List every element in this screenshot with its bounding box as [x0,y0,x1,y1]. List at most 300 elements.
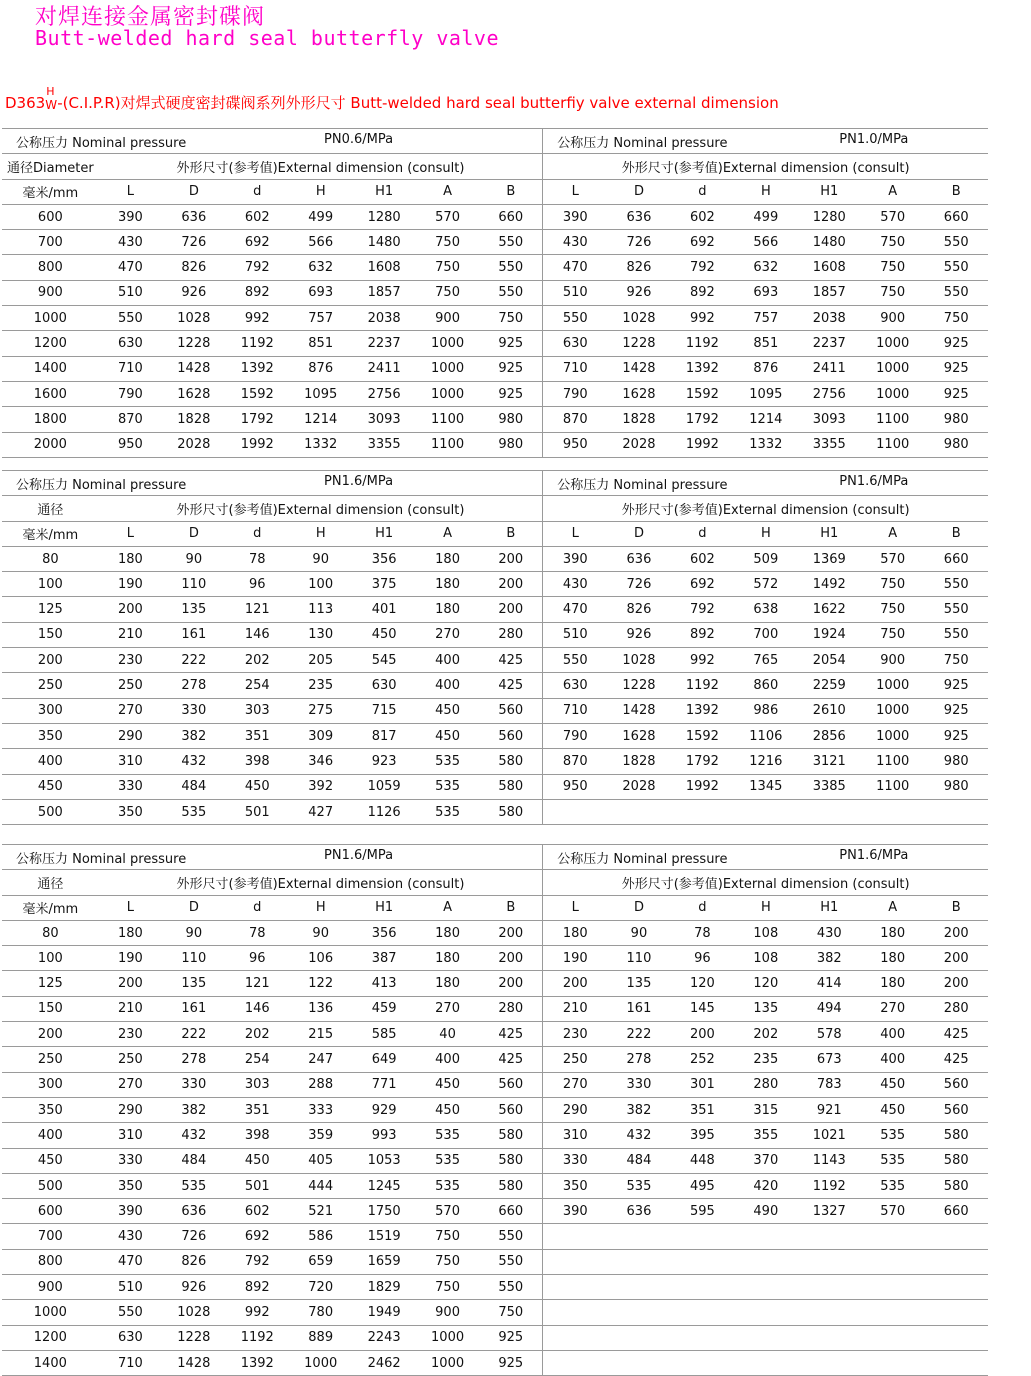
right-dimension-cell: 425 [924,1022,988,1047]
column-header-a: A [416,179,479,204]
right-dimension-cell: 925 [924,356,988,381]
column-header-h1: H1 [352,895,415,920]
right-dimension-cell: 792 [671,255,734,280]
left-dimension-cell: 90 [162,546,225,571]
right-dimension-cell: 200 [671,1022,734,1047]
right-dimension-cell [543,1300,607,1325]
nominal-diameter-cell: 450 [2,774,99,799]
right-dimension-cell: 200 [543,971,607,996]
left-dimension-cell: 425 [479,673,543,698]
left-dimension-cell: 180 [99,920,162,945]
left-dimension-cell: 350 [99,1173,162,1198]
left-dimension-cell: 926 [162,1275,225,1300]
right-dimension-cell: 1828 [607,749,670,774]
model-superscript: H [46,85,55,98]
right-dimension-cell: 190 [543,946,607,971]
unit-label: 毫米/mm [2,179,99,204]
left-dimension-cell: 659 [289,1249,352,1274]
left-dimension-cell: 1428 [162,356,225,381]
left-dimension-cell: 925 [479,1325,543,1350]
right-dimension-cell [543,799,607,824]
left-dimension-cell: 470 [99,1249,162,1274]
column-header-d: D [162,179,225,204]
left-dimension-cell: 280 [479,622,543,647]
left-dimension-cell: 660 [479,204,543,229]
left-dimension-cell: 190 [99,572,162,597]
left-dimension-cell: 1192 [226,1325,289,1350]
right-dimension-cell: 432 [607,1123,670,1148]
right-dimension-cell: 420 [734,1173,797,1198]
left-dimension-cell: 382 [162,723,225,748]
left-dimension-cell: 180 [99,546,162,571]
nominal-diameter-cell: 700 [2,1224,99,1249]
right-dimension-cell: 980 [924,749,988,774]
left-dimension-cell: 135 [162,597,225,622]
pressure-rating: PN1.6/MPa [324,848,394,863]
right-dimension-cell [924,1249,988,1274]
left-dimension-cell: 333 [289,1097,352,1122]
right-dimension-cell: 120 [734,971,797,996]
left-dimension-cell: 1949 [352,1300,415,1325]
left-dimension-cell: 992 [226,306,289,331]
right-dimension-cell: 230 [543,1022,607,1047]
right-dimension-cell: 992 [671,648,734,673]
left-dimension-cell: 110 [162,946,225,971]
right-dimension-cell [671,799,734,824]
right-dimension-cell: 1214 [734,407,797,432]
right-dimension-cell: 710 [543,356,607,381]
nominal-diameter-cell: 100 [2,572,99,597]
table-row [2,306,988,331]
table-row [2,204,988,229]
table-row [2,1072,988,1097]
nominal-diameter-cell: 800 [2,1249,99,1274]
left-dimension-cell: 200 [99,971,162,996]
column-header-d: D [162,895,225,920]
left-dimension-cell: 459 [352,996,415,1021]
right-dimension-cell [924,1300,988,1325]
left-dimension-cell: 580 [479,1148,543,1173]
left-dimension-cell: 560 [479,1072,543,1097]
left-dimension-cell: 636 [162,1199,225,1224]
left-dimension-cell: 889 [289,1325,352,1350]
left-dimension-cell: 1000 [416,356,479,381]
left-dimension-cell: 202 [226,648,289,673]
left-dimension-cell: 2237 [352,331,415,356]
left-dimension-cell: 222 [162,648,225,673]
left-dimension-cell: 359 [289,1123,352,1148]
nominal-diameter-cell: 150 [2,622,99,647]
pressure-rating: PN1.0/MPa [839,132,909,147]
left-dimension-cell: 560 [479,698,543,723]
left-dimension-cell: 1000 [416,381,479,406]
left-dimension-cell: 560 [479,1097,543,1122]
right-dimension-cell: 900 [861,648,924,673]
left-dimension-cell: 876 [289,356,352,381]
right-dimension-cell: 726 [607,230,670,255]
left-dimension-cell: 444 [289,1173,352,1198]
left-dimension-cell: 710 [99,1350,162,1375]
left-dimension-cell: 100 [289,572,352,597]
right-dimension-cell: 2054 [798,648,861,673]
nominal-pressure-label: 公称压力 Nominal pressure [557,851,728,867]
right-dimension-cell [861,1249,924,1274]
right-dimension-cell: 560 [924,1097,988,1122]
table-row [2,1097,988,1122]
right-dimension-cell: 370 [734,1148,797,1173]
right-dimension-cell: 222 [607,1022,670,1047]
right-dimension-cell: 660 [924,546,988,571]
nominal-diameter-cell: 600 [2,204,99,229]
left-dimension-cell: 550 [99,1300,162,1325]
right-dimension-cell: 382 [798,946,861,971]
left-dimension-cell: 580 [479,774,543,799]
left-dimension-cell: 278 [162,1047,225,1072]
right-dimension-cell: 602 [671,204,734,229]
right-dimension-cell: 570 [861,546,924,571]
column-header-h: H [734,179,797,204]
right-dimension-cell: 200 [924,946,988,971]
nominal-diameter-cell: 300 [2,698,99,723]
left-dimension-cell: 826 [162,255,225,280]
right-dimension-cell [543,1249,607,1274]
left-dimension-cell: 535 [416,1173,479,1198]
right-dimension-cell [543,1275,607,1300]
right-dimension-cell: 494 [798,996,861,1021]
right-dimension-cell: 693 [734,280,797,305]
nominal-diameter-cell: 150 [2,996,99,1021]
column-header-b: B [479,179,543,204]
left-dimension-cell: 1519 [352,1224,415,1249]
left-dimension-cell: 2243 [352,1325,415,1350]
left-dimension-cell: 1053 [352,1148,415,1173]
right-dimension-cell: 750 [861,597,924,622]
right-dimension-cell: 921 [798,1097,861,1122]
right-dimension-cell: 2028 [607,774,670,799]
right-dimension-cell: 950 [543,774,607,799]
right-dimension-cell: 1828 [607,407,670,432]
right-dimension-cell: 870 [543,749,607,774]
left-dimension-cell: 2038 [352,306,415,331]
right-dimension-cell: 1100 [861,407,924,432]
right-dimension-cell: 1192 [671,331,734,356]
nominal-diameter-cell: 900 [2,1275,99,1300]
left-dimension-cell: 580 [479,1123,543,1148]
right-dimension-cell: 350 [543,1173,607,1198]
left-dimension-cell: 693 [289,280,352,305]
left-dimension-cell: 1659 [352,1249,415,1274]
right-dimension-cell: 1000 [861,723,924,748]
left-dimension-cell: 400 [416,1047,479,1072]
right-dimension-cell: 200 [924,920,988,945]
right-dimension-cell [861,1224,924,1249]
left-dimension-cell: 1245 [352,1173,415,1198]
table-row [2,1148,988,1173]
nominal-pressure-label: 公称压力 Nominal pressure [16,477,187,493]
left-dimension-cell: 792 [226,255,289,280]
left-dimension-cell: 180 [416,971,479,996]
right-dimension-cell: 252 [671,1047,734,1072]
nominal-diameter-cell: 1200 [2,331,99,356]
external-dimension-label: 外形尺寸(参考值)External dimension (consult) [99,154,543,179]
right-dimension-cell: 1028 [607,648,670,673]
column-header-d: d [671,521,734,546]
left-dimension-cell: 826 [162,1249,225,1274]
right-dimension-cell: 414 [798,971,861,996]
left-dimension-cell: 450 [416,1097,479,1122]
right-dimension-cell: 750 [861,572,924,597]
left-dimension-cell: 550 [479,230,543,255]
external-dimension-label: 外形尺寸(参考值)External dimension (consult) [543,870,988,895]
left-dimension-cell: 190 [99,946,162,971]
right-dimension-cell: 400 [861,1022,924,1047]
left-dimension-cell: 715 [352,698,415,723]
left-dimension-cell: 851 [289,331,352,356]
left-dimension-cell: 1992 [226,432,289,457]
right-dimension-cell: 632 [734,255,797,280]
dimension-header-row [2,154,988,179]
right-dimension-cell: 499 [734,204,797,229]
right-dimension-cell: 925 [924,381,988,406]
right-dimension-cell: 145 [671,996,734,1021]
right-dimension-cell: 860 [734,673,797,698]
left-dimension-cell: 432 [162,1123,225,1148]
right-dimension-cell: 135 [734,996,797,1021]
left-dimension-cell: 202 [226,1022,289,1047]
right-dimension-cell: 2028 [607,432,670,457]
right-dimension-cell: 1228 [607,673,670,698]
right-dimension-cell: 490 [734,1199,797,1224]
right-dimension-cell [734,1300,797,1325]
right-dimension-cell: 1000 [861,356,924,381]
column-header-b: B [479,895,543,920]
right-dimension-cell [734,1325,797,1350]
left-dimension-cell: 450 [226,774,289,799]
left-dimension-cell: 270 [416,622,479,647]
left-dimension-cell: 484 [162,774,225,799]
right-dimension-cell: 876 [734,356,797,381]
left-dimension-cell: 1228 [162,331,225,356]
left-dimension-cell: 1028 [162,306,225,331]
nominal-diameter-cell: 100 [2,946,99,971]
table-row [2,255,988,280]
nominal-diameter-cell: 125 [2,971,99,996]
right-dimension-cell: 692 [671,230,734,255]
left-dimension-cell: 330 [99,774,162,799]
right-dimension-cell: 2411 [798,356,861,381]
right-dimension-cell: 790 [543,723,607,748]
left-dimension-cell: 290 [99,723,162,748]
left-dimension-cell: 649 [352,1047,415,1072]
left-dimension-cell: 450 [416,1072,479,1097]
left-dimension-cell: 230 [99,1022,162,1047]
right-dimension-cell: 980 [924,774,988,799]
diameter-label: 通径Diameter [2,154,99,179]
left-dimension-cell: 925 [479,381,543,406]
left-dimension-cell: 425 [479,648,543,673]
left-dimension-cell: 980 [479,432,543,457]
column-header-h: H [734,895,797,920]
right-dimension-cell: 550 [924,622,988,647]
right-dimension-cell: 1332 [734,432,797,457]
left-dimension-cell: 90 [162,920,225,945]
table-row [2,946,988,971]
left-dimension-cell: 535 [416,1123,479,1148]
column-header-b: B [924,521,988,546]
right-dimension-cell: 390 [543,546,607,571]
right-dimension-cell: 355 [734,1123,797,1148]
left-dimension-cell: 580 [479,749,543,774]
left-dimension-cell: 432 [162,749,225,774]
right-dimension-cell [734,1275,797,1300]
right-dimension-cell: 870 [543,407,607,432]
right-dimension-cell: 448 [671,1148,734,1173]
left-dimension-cell: 382 [162,1097,225,1122]
heading-text: -(C.I.P.R)对焊式硬度密封碟阀系列外形尺寸 Butt-welded hard seal butterfiy valve external dimension [57,94,779,112]
right-dimension-cell: 210 [543,996,607,1021]
left-dimension-cell: 161 [162,996,225,1021]
right-dimension-cell: 470 [543,255,607,280]
left-dimension-cell: 270 [416,996,479,1021]
column-header-d: D [607,521,670,546]
left-dimension-cell: 1214 [289,407,352,432]
right-dimension-cell: 570 [861,204,924,229]
table-row [2,1047,988,1072]
right-dimension-cell: 925 [924,673,988,698]
left-dimension-cell: 499 [289,204,352,229]
column-header-b: B [479,521,543,546]
right-dimension-cell: 395 [671,1123,734,1148]
column-header-h1: H1 [352,179,415,204]
right-dimension-cell: 550 [924,280,988,305]
left-dimension-cell: 510 [99,1275,162,1300]
nominal-diameter-cell: 250 [2,673,99,698]
right-dimension-cell: 470 [543,597,607,622]
right-dimension-cell: 250 [543,1047,607,1072]
left-dimension-cell: 1480 [352,230,415,255]
left-dimension-cell: 1192 [226,331,289,356]
column-header-b: B [924,895,988,920]
right-dimension-cell: 108 [734,946,797,971]
column-header-row [2,521,988,546]
left-dimension-cell: 1028 [162,1300,225,1325]
right-dimension-cell: 783 [798,1072,861,1097]
right-dimension-cell: 1924 [798,622,861,647]
left-dimension-cell: 1000 [416,331,479,356]
right-dimension-cell: 430 [798,920,861,945]
right-dimension-cell [671,1224,734,1249]
right-dimension-cell: 1280 [798,204,861,229]
right-dimension-cell: 110 [607,946,670,971]
nominal-diameter-cell: 450 [2,1148,99,1173]
column-header-l: L [99,521,162,546]
nominal-diameter-cell: 400 [2,749,99,774]
column-header-h1: H1 [798,521,861,546]
right-dimension-cell: 390 [543,204,607,229]
right-dimension-cell [734,799,797,824]
left-dimension-cell: 401 [352,597,415,622]
left-dimension-cell: 450 [416,698,479,723]
left-dimension-cell: 900 [416,1300,479,1325]
left-dimension-cell: 392 [289,774,352,799]
left-dimension-cell: 40 [416,1022,479,1047]
table-row [2,1275,988,1300]
table-row [2,749,988,774]
pressure-rating: PN0.6/MPa [324,132,394,147]
table-row [2,546,988,571]
right-dimension-cell: 202 [734,1022,797,1047]
right-dimension-cell: 180 [543,920,607,945]
left-dimension-cell: 180 [416,920,479,945]
left-dimension-cell: 413 [352,971,415,996]
right-dimension-cell: 180 [861,971,924,996]
right-dimension-cell: 280 [924,996,988,1021]
right-dimension-cell: 826 [607,255,670,280]
right-dimension-cell: 3093 [798,407,861,432]
left-dimension-cell: 430 [99,230,162,255]
table-row [2,280,988,305]
left-dimension-cell: 1750 [352,1199,415,1224]
right-dimension-cell: 826 [607,597,670,622]
left-dimension-cell: 130 [289,622,352,647]
right-dimension-cell: 1143 [798,1148,861,1173]
nominal-diameter-cell: 200 [2,648,99,673]
nominal-diameter-cell: 250 [2,1047,99,1072]
nominal-diameter-cell: 1400 [2,356,99,381]
right-dimension-cell: 484 [607,1148,670,1173]
left-dimension-cell: 356 [352,920,415,945]
left-pressure-header [2,845,543,870]
right-dimension-cell: 1608 [798,255,861,280]
column-header-d: d [226,521,289,546]
right-dimension-cell: 1106 [734,723,797,748]
right-dimension-cell: 550 [543,306,607,331]
right-dimension-cell [543,1350,607,1375]
table-row [2,381,988,406]
right-dimension-cell [924,1325,988,1350]
left-dimension-cell: 1280 [352,204,415,229]
right-dimension-cell: 926 [607,622,670,647]
left-dimension-cell: 1428 [162,1350,225,1375]
left-dimension-cell: 450 [352,622,415,647]
right-dimension-cell [671,1350,734,1375]
left-dimension-cell: 726 [162,230,225,255]
right-dimension-cell [798,1249,861,1274]
left-dimension-cell: 1829 [352,1275,415,1300]
right-dimension-cell: 510 [543,280,607,305]
right-dimension-cell: 980 [924,407,988,432]
left-dimension-cell: 925 [479,331,543,356]
right-dimension-cell [543,1224,607,1249]
right-dimension-cell: 892 [671,280,734,305]
right-dimension-cell: 572 [734,572,797,597]
nominal-diameter-cell: 1000 [2,1300,99,1325]
nominal-pressure-label: 公称压力 Nominal pressure [16,135,187,151]
left-dimension-cell: 122 [289,971,352,996]
right-dimension-cell: 750 [861,255,924,280]
left-dimension-cell: 750 [416,255,479,280]
nominal-diameter-cell: 400 [2,1123,99,1148]
pressure-rating: PN1.6/MPa [839,848,909,863]
right-dimension-cell: 1480 [798,230,861,255]
left-dimension-cell: 405 [289,1148,352,1173]
right-dimension-cell: 120 [671,971,734,996]
left-dimension-cell: 510 [99,280,162,305]
table-row [2,1022,988,1047]
table-row [2,799,988,824]
left-dimension-cell: 535 [416,774,479,799]
right-dimension-cell: 135 [607,971,670,996]
